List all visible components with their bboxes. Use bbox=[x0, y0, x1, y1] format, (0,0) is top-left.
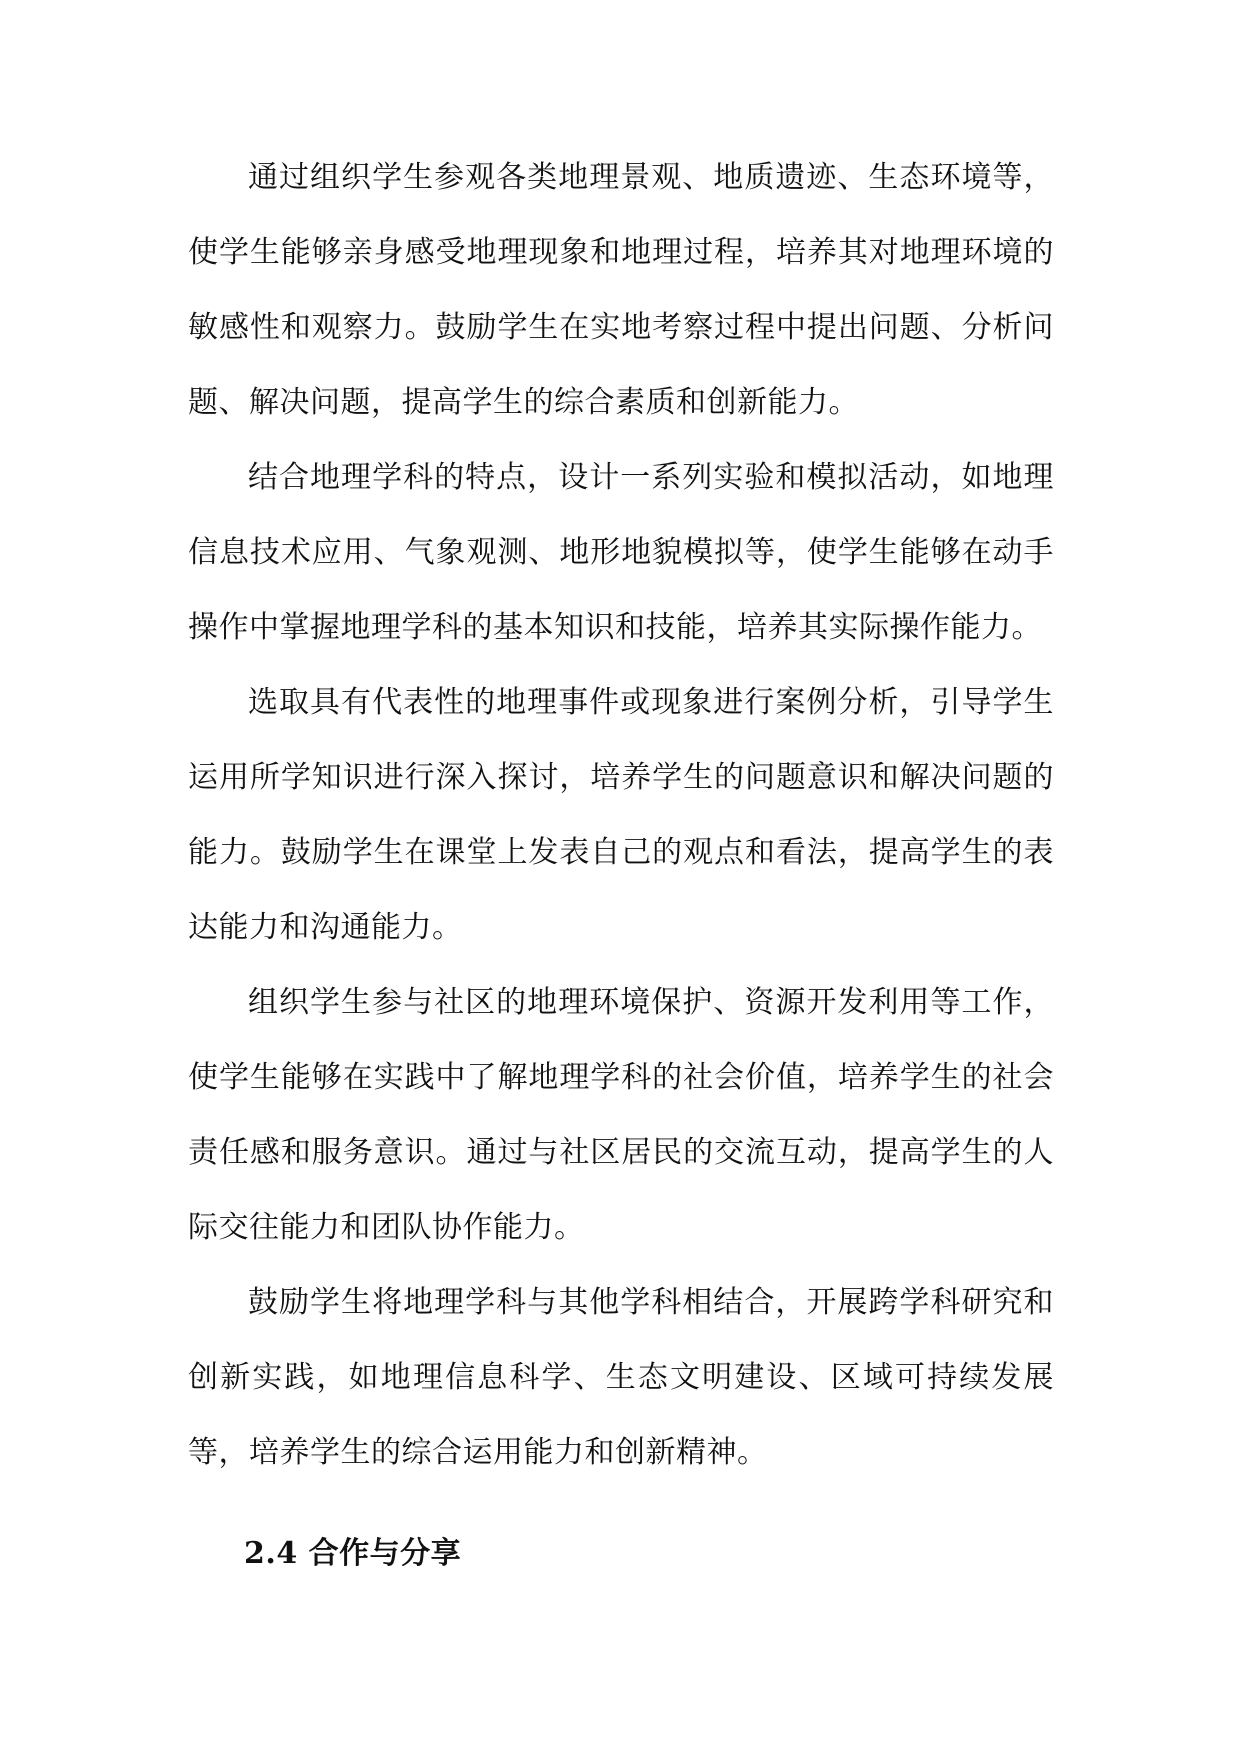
paragraph-interdisciplinary: 鼓励学生将地理学科与其他学科相结合，开展跨学科研究和创新实践，如地理信息科学、生态文明建设、区域可持续发展等，培养学生的综合运用能力和创新精神。 bbox=[188, 1285, 1054, 1470]
section-heading: 2.4 合作与分享 bbox=[244, 1536, 462, 1571]
paragraph-experiments: 结合地理学科的特点，设计一系列实验和模拟活动，如地理信息技术应用、气象观测、地形地貌模拟等，使学生能够在动手操作中掌握地理学科的基本知识和技能，培养其实际操作能力。 bbox=[188, 460, 1054, 645]
paragraph-community-practice: 组织学生参与社区的地理环境保护、资源开发利用等工作，使学生能够在实践中了解地理学科的社会价值，培养学生的社会责任感和服务意识。通过与社区居民的交流互动，提高学生的人际交往能力和团队协作能力。 bbox=[188, 985, 1054, 1245]
paragraph-case-analysis: 选取具有代表性的地理事件或现象进行案例分析，引导学生运用所学知识进行深入探讨，培养学生的问题意识和解决问题的能力。鼓励学生在课堂上发表自己的观点和看法，提高学生的表达能力和沟通能力。 bbox=[188, 685, 1054, 945]
document-body bbox=[188, 140, 1054, 1591]
paragraph-field-trips: 通过组织学生参观各类地理景观、地质遗迹、生态环境等，使学生能够亲身感受地理现象和地理过程，培养其对地理环境的敏感性和观察力。鼓励学生在实地考察过程中提出问题、分析问题、解决问题，提高学生的综合素质和创新能力。 bbox=[188, 160, 1054, 420]
